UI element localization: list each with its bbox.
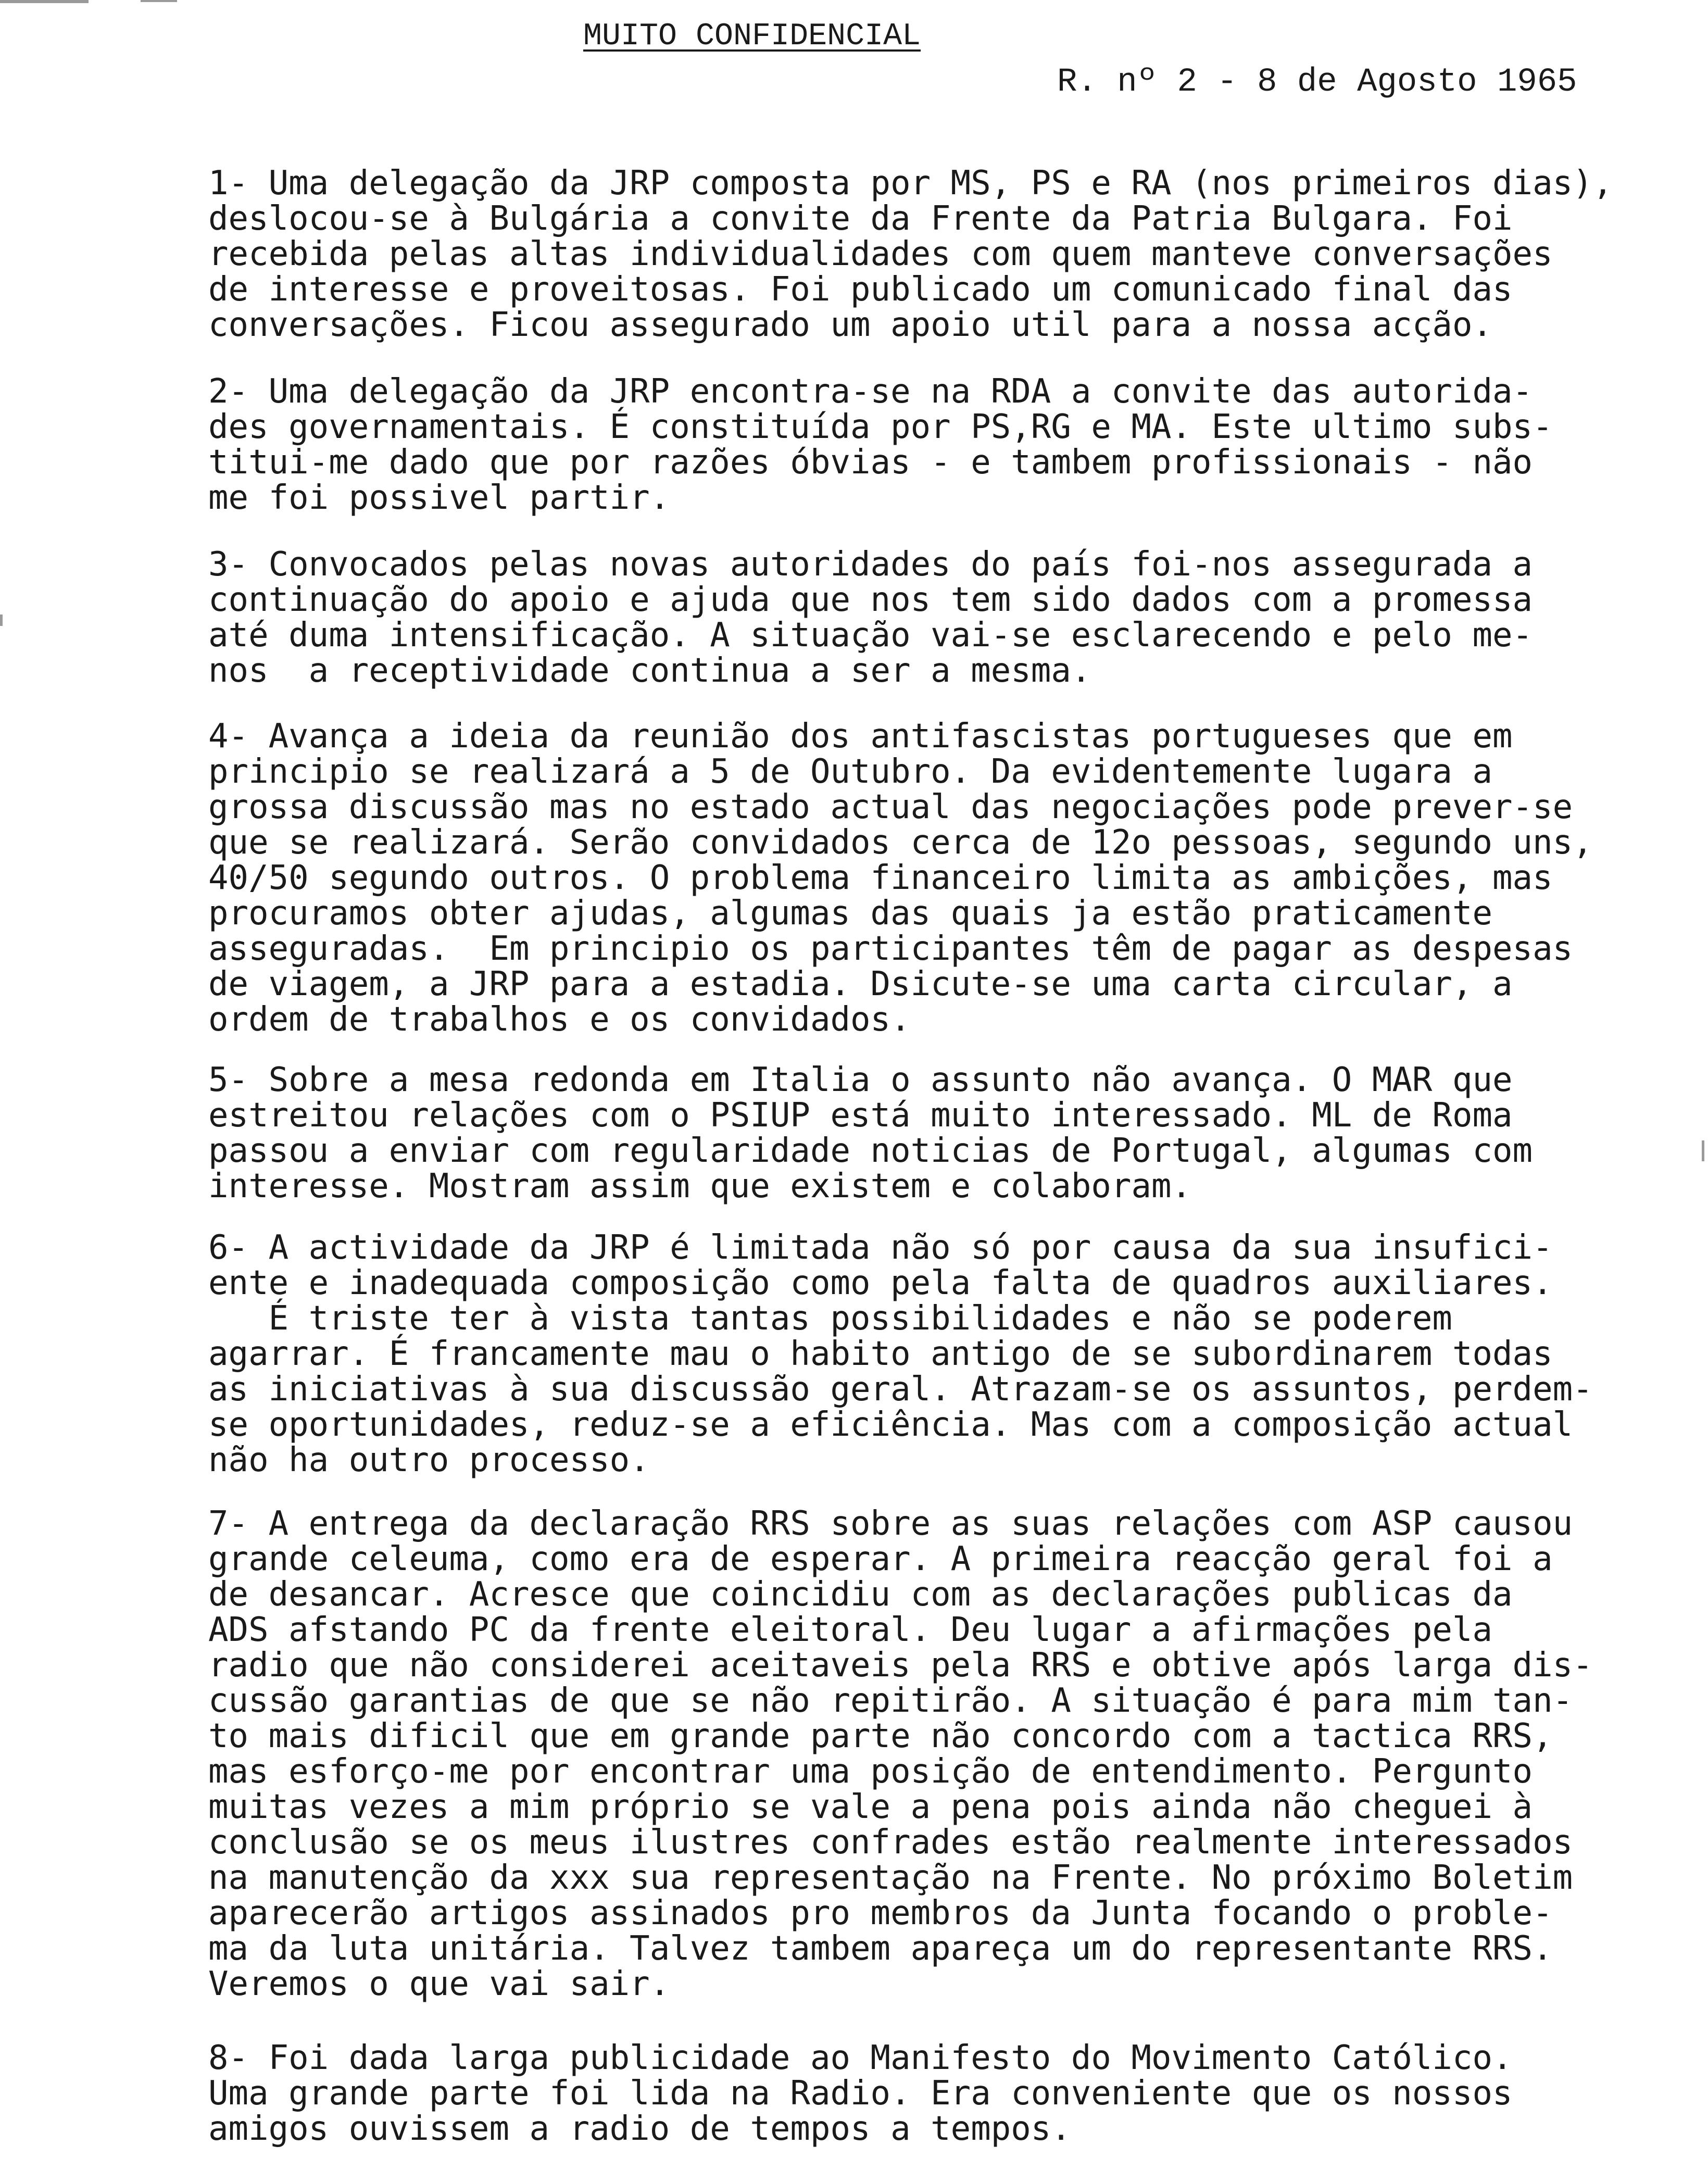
paragraph-line: 8- Foi dada larga publicidade ao Manifesto do Movimento Católico.: [208, 2039, 1513, 2077]
paragraph-line: ente e inadequada composição como pela falta de quadros auxiliares.: [208, 1264, 1553, 1302]
paragraph-line: amigos ouvissem a radio de tempos a tempos.: [208, 2110, 1071, 2148]
paragraph-line: asseguradas. Em principio os participantes têm de pagar as despesas: [208, 930, 1573, 968]
scan-edge-mark: [0, 0, 89, 3]
paragraph-line: des governamentais. É constituída por PS,RG e MA. Este ultimo subs-: [208, 408, 1553, 446]
paragraph-line: agarrar. É francamente mau o habito antigo de se subordinarem todas: [208, 1335, 1553, 1373]
paragraph-line: 4- Avança a ideia da reunião dos antifascistas portugueses que em: [208, 717, 1513, 756]
paragraph-3: [208, 547, 1533, 688]
paragraph-line: se oportunidades, reduz-se a eficiência. Mas com a composição actual: [208, 1406, 1573, 1444]
paragraph-line: me foi possivel partir.: [208, 479, 670, 517]
paragraph-line: É triste ter à vista tantas possibilidades e não se poderem: [208, 1299, 1452, 1338]
paragraph-6: [208, 1230, 1593, 1478]
paragraph-line: continuação do apoio e ajuda que nos tem sido dados com a promessa: [208, 581, 1533, 619]
paragraph-line: muitas vezes a mim próprio se vale a pena pois ainda não cheguei à: [208, 1788, 1533, 1826]
paragraph-line: as iniciativas à sua discussão geral. Atrazam-se os assuntos, perdem-: [208, 1370, 1593, 1409]
paragraph-line: que se realizará. Serão convidados cerca de 12o pessoas, segundo uns,: [208, 823, 1593, 862]
paragraph-line: 5- Sobre a mesa redonda em Italia o assunto não avança. O MAR que: [208, 1061, 1513, 1099]
paragraph-line: aparecerão artigos assinados pro membros da Junta focando o proble-: [208, 1894, 1553, 1933]
paragraph-2: [208, 374, 1553, 516]
paragraph-line: não ha outro processo.: [208, 1441, 650, 1479]
scan-edge-mark: [0, 614, 3, 626]
paragraph-8: [208, 2040, 1513, 2147]
paragraph-line: interesse. Mostram assim que existem e colaboram.: [208, 1167, 1192, 1206]
paragraph-line: até duma intensificação. A situação vai-se esclarecendo e pelo me-: [208, 616, 1533, 655]
paragraph-line: conversações. Ficou assegurado um apoio util para a nossa acção.: [208, 306, 1492, 344]
paragraph-line: mas esforço-me por encontrar uma posição de entendimento. Pergunto: [208, 1752, 1533, 1791]
paragraph-line: ma da luta unitária. Talvez tambem apareça um do representante RRS.: [208, 1929, 1553, 1968]
paragraph-line: 3- Convocados pelas novas autoridades do país foi-nos assegurada a: [208, 545, 1533, 584]
paragraph-line: principio se realizará a 5 de Outubro. Da evidentemente lugara a: [208, 752, 1492, 791]
paragraph-7: [208, 1506, 1593, 2002]
paragraph-line: procuramos obter ajudas, algumas das quais ja estão praticamente: [208, 894, 1492, 933]
report-reference-date: R. nº 2 - 8 de Agosto 1965: [1057, 64, 1577, 101]
paragraph-line: ADS afstando PC da frente eleitoral. Deu lugar a afirmações pela: [208, 1611, 1492, 1649]
paragraph-line: grossa discussão mas no estado actual das negociações pode prever-se: [208, 788, 1573, 826]
paragraph-line: de interesse e proveitosas. Foi publicado um comunicado final das: [208, 270, 1513, 309]
paragraph-line: de viagem, a JRP para a estadia. Dsicute-se uma carta circular, a: [208, 965, 1513, 1003]
paragraph-line: 1- Uma delegação da JRP composta por MS, PS e RA (nos primeiros dias),: [208, 164, 1613, 203]
paragraph-1: [208, 166, 1613, 343]
paragraph-line: de desancar. Acresce que coincidiu com as declarações publicas da: [208, 1575, 1513, 1614]
paragraph-5: [208, 1062, 1533, 1204]
paragraph-line: titui-me dado que por razões óbvias - e tambem profissionais - não: [208, 443, 1533, 482]
paragraph-line: na manutenção da xxx sua representação na Frente. No próximo Boletim: [208, 1859, 1573, 1897]
paragraph-line: 2- Uma delegação da JRP encontra-se na RDA a convite das autorida-: [208, 372, 1533, 411]
paragraph-line: 7- A entrega da declaração RRS sobre as suas relações com ASP causou: [208, 1504, 1573, 1543]
paragraph-line: conclusão se os meus ilustres confrades estão realmente interessados: [208, 1823, 1573, 1862]
scan-edge-mark: [141, 0, 177, 2]
paragraph-line: passou a enviar com regularidade noticias de Portugal, algumas com: [208, 1132, 1533, 1170]
paragraph-line: to mais dificil que em grande parte não concordo com a tactica RRS,: [208, 1717, 1553, 1755]
paragraph-line: radio que não considerei aceitaveis pela RRS e obtive após larga dis-: [208, 1646, 1593, 1685]
paragraph-line: recebida pelas altas individualidades com quem manteve conversações: [208, 235, 1553, 273]
paragraph-line: grande celeuma, como era de esperar. A primeira reacção geral foi a: [208, 1540, 1553, 1578]
scan-edge-mark: [1702, 1140, 1704, 1161]
paragraph-line: nos a receptividade continua a ser a mesma.: [208, 651, 1091, 690]
paragraph-line: Veremos o que vai sair.: [208, 1965, 670, 2003]
confidential-heading: MUITO CONFIDENCIAL: [583, 19, 921, 54]
paragraph-4: [208, 719, 1593, 1037]
paragraph-line: deslocou-se à Bulgária a convite da Frente da Patria Bulgara. Foi: [208, 199, 1513, 238]
paragraph-line: ordem de trabalhos e os convidados.: [208, 1000, 911, 1039]
paragraph-line: estreitou relações com o PSIUP está muito interessado. ML de Roma: [208, 1096, 1513, 1135]
paragraph-line: Uma grande parte foi lida na Radio. Era conveniente que os nossos: [208, 2074, 1513, 2113]
paragraph-line: 6- A actividade da JRP é limitada não só por causa da sua insufici-: [208, 1228, 1553, 1267]
paragraph-line: cussão garantias de que se não repitirão. A situação é para mim tan-: [208, 1682, 1573, 1720]
paragraph-line: 40/50 segundo outros. O problema financeiro limita as ambições, mas: [208, 859, 1553, 897]
